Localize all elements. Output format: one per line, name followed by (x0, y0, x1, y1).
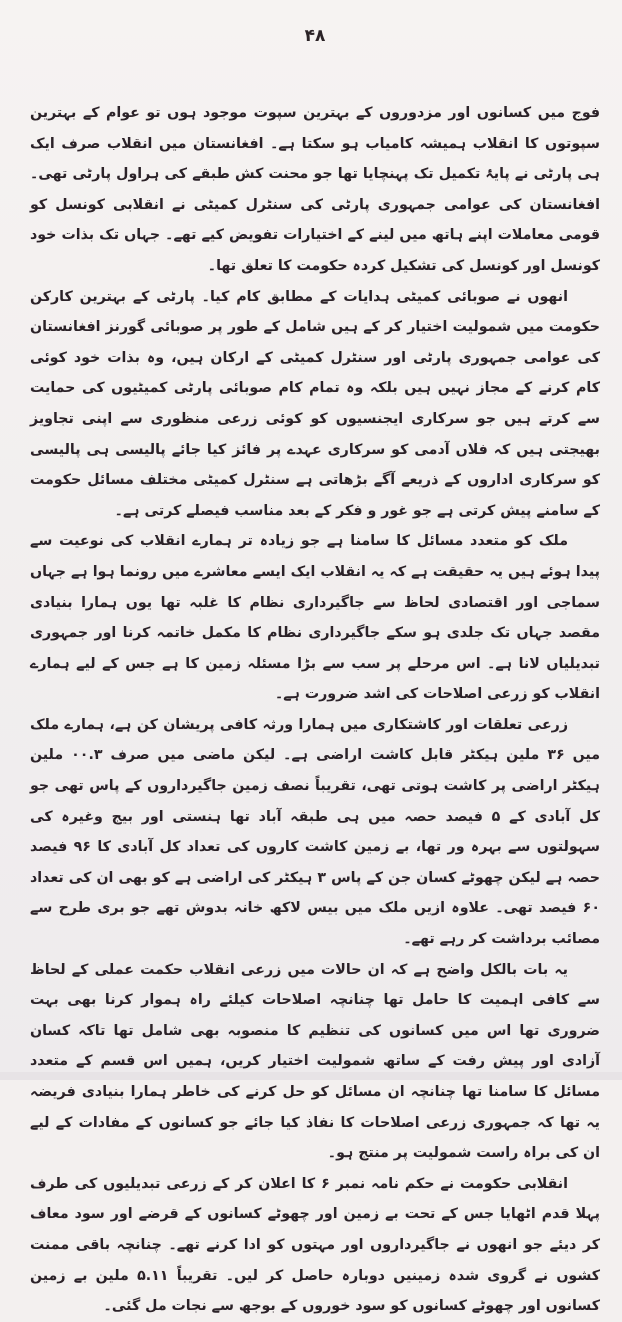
paragraph-6: انقلابی حکومت نے حکم نامہ نمبر ۶ کا اعلان کر کے زرعی تبدیلیوں کی طرف پہلا قدم اٹھایا جس کے تحت بے زمین اور چھوٹے کسانوں کے قرضے اور سود معاف کر دیئے جو انھوں نے جاگیرداروں اور مہتوں کو ادا کرنے تھے۔ چنانچہ باقی ممنت کشوں نے گروی شدہ زمینیں دوبارہ حاصل کر لیں۔ تقریباً ۵.۱۱ ملین بے زمین کسانوں اور چھوٹے کسانوں کو سود خوروں کے بوجھ سے نجات مل گئی۔ (30, 1175, 601, 1315)
page-number: ۴۸ (304, 26, 326, 46)
page-body (30, 98, 600, 1322)
paragraph-1: فوج میں کسانوں اور مزدوروں کے بہترین سپوت موجود ہوں تو عوام کے بہترین سپوتوں کا انقلاب ہمیشہ کامیاب ہو سکتا ہے۔ افغانستان میں انقلاب صرف ایک ہی پارٹی نے پایۂ تکمیل تک پہنچایا تھا جو محنت کش طبقے کی ہراول پارٹی تھی۔ افغانستان کی عوامی جمہوری پارٹی کی سنٹرل کمیٹی نے انقلابی کونسل کو قومی معاملات اپنے ہاتھ میں لینے کے اختیارات تفویض کیے تھے۔ جہاں تک بذات خود کونسل اور کونسل کی تشکیل کردہ حکومت کا تعلق تھا۔ (30, 105, 600, 274)
paragraph-2: انھوں نے صوبائی کمیٹی ہدایات کے مطابق کام کیا۔ پارٹی کے بہترین کارکن حکومت میں شمولیت اختیار کر کے ہیں شامل کے طور پر صوبائی گورنز افغانستان کی عوامی جمہوری پارٹی اور سنٹرل کمیٹی کے ارکان ہیں، وہ بذات خود کوئی کام کرنے کے مجاز نہیں ہیں بلکہ وہ تمام کام صوبائی پارٹی کمیٹیوں کی حمایت سے کرتے ہیں جو سرکاری ایجنسیوں کو کوئی زرعی منظوری سے اپنی تجاویز بھیجتی ہیں کہ فلاں آدمی کو سرکاری عہدے پر فائز کیا جائے پالیسی ہی پالیسی کو سرکاری اداروں کے ذریعے آگے بڑھاتی ہے سنٹرل کمیٹی مختلف مسائل حکومت کے سامنے پیش کرتی ہے جو غور و فکر کے بعد مناسب فیصلے کرتی ہے۔ (30, 288, 600, 519)
paragraph-4: زرعی تعلقات اور کاشتکاری میں ہمارا ورثہ کافی پریشان کن ہے، ہمارے ملک میں ۳۶ ملین ہیکٹر قابل کاشت اراضی ہے۔ لیکن ماضی میں صرف ۰۰.۳ ملین ہیکٹر اراضی پر کاشت ہوتی تھی، تقریباً نصف زمین جاگیرداروں کے پاس تھی جو کل آبادی کے ۵ فیصد حصہ میں ہی طبقہ آباد تھا ہنستی اور بیج وغیرہ کی سہولتوں سے بہرہ ور تھا، بے زمین کاشت کاروں کی تعداد کل آبادی کا ۹۶ فیصد حصہ ہے لیکن چھوٹے کسان جن کے پاس ۳ ہیکٹر کی اراضی ہے کو بھی ان کی تعداد ۶۰ فیصد تھی۔ علاوہ ازیں ملک میں بیس لاکھ خانہ بدوش تھے جو بری طرح سے مصائب برداشت کر رہے تھے۔ (30, 716, 600, 948)
paragraph-5: یہ بات بالکل واضح ہے کہ ان حالات میں زرعی انقلاب حکمت عملی کے لحاظ سے کافی اہمیت کا حامل تھا چنانچہ اصلاحات کیلئے راہ ہموار کرنا بھی بہت ضروری تھا اس میں کسانوں کی تنظیم کا منصوبہ بھی شامل تھا تاکہ کسان آزادی اور پیش رفت کے ساتھ شمولیت اختیار کریں، ہمیں اس قسم کے متعدد مسائل کا سامنا تھا چنانچہ ان مسائل کو حل کرنے کی خاطر ہمارا بنیادی فریضہ یہ تھا کہ جمہوری زرعی اصلاحات کا نفاذ کیا جائے جو کسانوں کے مفادات کے لیے ان کی براہ راست شمولیت پر منتج ہو۔ (30, 961, 600, 1162)
paragraph-3: ملک کو متعدد مسائل کا سامنا ہے جو زیادہ تر ہمارے انقلاب کی نوعیت سے پیدا ہوئے ہیں یہ حقیقت ہے کہ یہ انقلاب ایک ایسے معاشرے میں رونما ہوا ہے جہاں سماجی اور اقتصادی لحاظ سے جاگیرداری نظام کا غلبہ تھا یوں ہمارا بنیادی مقصد جہاں تک جلدی ہو سکے جاگیرداری نظام کا مکمل خاتمہ کرنا اور جمہوری تبدیلیاں لانا ہے۔ اس مرحلے پر سب سے بڑا مسئلہ زمین کا ہے جس کے لیے ہمارے انقلاب کو زرعی اصلاحات کی اشد ضرورت ہے۔ (30, 533, 600, 703)
